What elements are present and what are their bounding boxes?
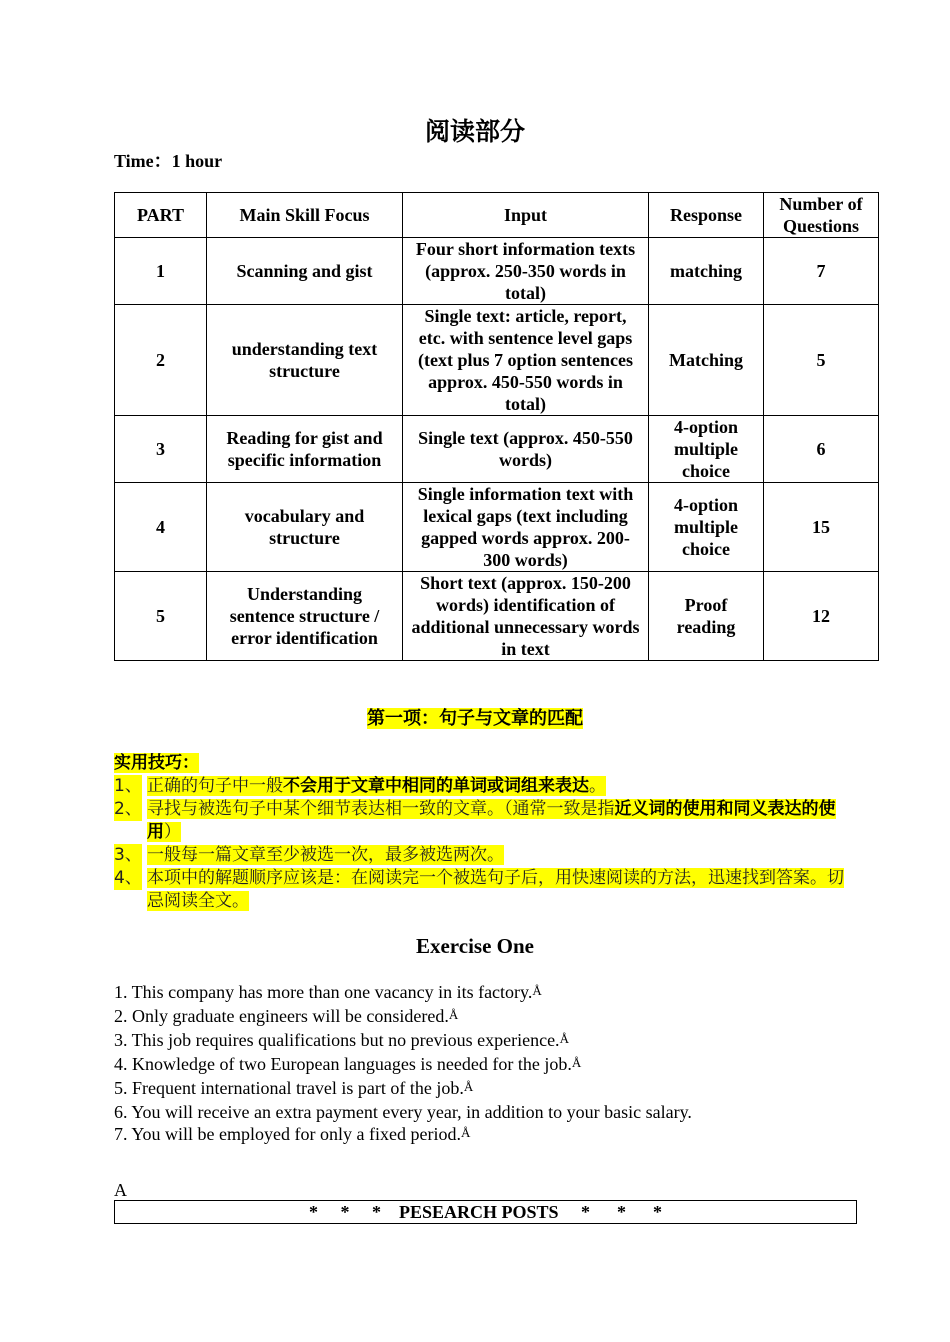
cell-input: Short text (approx. 150-200 words) identification of additional unnecessary words in text bbox=[403, 572, 649, 661]
statement-text: 2. Only graduate engineers will be considered. bbox=[114, 1006, 449, 1026]
header-input: Input bbox=[403, 193, 649, 238]
cell-part: 2 bbox=[115, 305, 207, 416]
answer-mark: Å bbox=[448, 1007, 459, 1022]
cell-response: Matching bbox=[649, 305, 764, 416]
text-a-heading: * * * PESEARCH POSTS * * * bbox=[114, 1200, 857, 1224]
section-heading-text: 第一项：句子与文章的匹配 bbox=[367, 708, 583, 729]
table-row bbox=[115, 483, 879, 572]
table-row bbox=[115, 572, 879, 661]
answer-mark: Å bbox=[460, 1125, 471, 1140]
cell-input: Single text (approx. 450-550 words) bbox=[403, 416, 649, 483]
statement-text: 7. You will be employed for only a fixed period. bbox=[114, 1124, 461, 1144]
statement-text: 5. Frequent international travel is part of the job. bbox=[114, 1078, 464, 1098]
header-count: Number of Questions bbox=[764, 193, 879, 238]
list-item bbox=[114, 981, 692, 1005]
cell-count: 12 bbox=[764, 572, 879, 661]
cell-count: 15 bbox=[764, 483, 879, 572]
answer-mark: Å bbox=[463, 1079, 474, 1094]
time-limit: Time：1 hour bbox=[114, 151, 223, 171]
list-item bbox=[114, 1053, 692, 1077]
answer-mark: Å bbox=[571, 1055, 582, 1070]
tips-title: 实用技巧： bbox=[114, 753, 199, 773]
page-title: 阅读部分 bbox=[424, 117, 525, 146]
statement-text: 6. You will receive an extra payment every year, in addition to your basic salary. bbox=[114, 1102, 692, 1122]
cell-part: 4 bbox=[115, 483, 207, 572]
cell-skill: Reading for gist and specific information bbox=[207, 416, 403, 483]
list-item bbox=[114, 1077, 692, 1101]
cell-response: 4-option multiple choice bbox=[649, 416, 764, 483]
cell-response: 4-option multiple choice bbox=[649, 483, 764, 572]
list-item bbox=[114, 1123, 692, 1147]
cell-input: Single text: article, report, etc. with sentence level gaps (text plus 7 option sentences approx. 450-550 words in total) bbox=[403, 305, 649, 416]
cell-skill: vocabulary and structure bbox=[207, 483, 403, 572]
tip-number: 1、 bbox=[114, 776, 142, 796]
tips-title-line bbox=[114, 752, 844, 775]
statement-text: 3. This job requires qualifications but no previous experience. bbox=[114, 1030, 560, 1050]
tips-list bbox=[114, 752, 844, 913]
section-heading bbox=[0, 706, 950, 732]
cell-count: 7 bbox=[764, 238, 879, 305]
cell-part: 3 bbox=[115, 416, 207, 483]
cell-response: matching bbox=[649, 238, 764, 305]
list-item bbox=[114, 1101, 692, 1123]
cell-skill: understanding text structure bbox=[207, 305, 403, 416]
list-item bbox=[114, 1005, 692, 1029]
table-header-row bbox=[115, 193, 879, 238]
skills-table bbox=[114, 192, 879, 661]
tip-number: 3、 bbox=[114, 845, 142, 865]
answer-mark: Å bbox=[532, 983, 542, 998]
statement-text: 1. This company has more than one vacancy in its factory. bbox=[114, 982, 533, 1002]
tip-item bbox=[114, 867, 844, 913]
tip-text: 寻找与被选句子中某个细节表达相一致的文章。（通常一致是指 bbox=[147, 799, 615, 819]
list-item bbox=[114, 1029, 692, 1053]
tip-bold-text: 近义词的使用和同义表达的使用 bbox=[147, 799, 836, 842]
header-skill: Main Skill Focus bbox=[207, 193, 403, 238]
exercise-title: Exercise One bbox=[415, 934, 534, 958]
statement-list bbox=[114, 981, 692, 1147]
text-a-label: A bbox=[114, 1180, 127, 1200]
cell-skill: Understanding sentence structure / error identification bbox=[207, 572, 403, 661]
tip-text: 正确的句子中一般 bbox=[147, 776, 283, 796]
tip-bold-text: 不会用于文章中相同的单词或词组来表达 bbox=[283, 776, 589, 796]
tip-number: 4、 bbox=[114, 868, 142, 888]
cell-part: 5 bbox=[115, 572, 207, 661]
tip-number: 2、 bbox=[114, 799, 142, 819]
tip-item bbox=[114, 775, 844, 798]
tip-text: 一般每一篇文章至少被选一次，最多被选两次。 bbox=[147, 845, 504, 865]
tip-text: 本项中的解题顺序应该是：在阅读完一个被选句子后，用快速阅读的方法，迅速找到答案。切忌阅读全文。 bbox=[147, 868, 844, 911]
header-response: Response bbox=[649, 193, 764, 238]
table-row bbox=[115, 416, 879, 483]
tip-text-end: ） bbox=[164, 822, 181, 842]
cell-input: Single information text with lexical gaps (text including gapped words approx. 200-300 words) bbox=[403, 483, 649, 572]
cell-part: 1 bbox=[115, 238, 207, 305]
tip-item bbox=[114, 798, 844, 844]
cell-response: Proof reading bbox=[649, 572, 764, 661]
tip-item bbox=[114, 844, 844, 867]
cell-input: Four short information texts (approx. 250-350 words in total) bbox=[403, 238, 649, 305]
statement-text: 4. Knowledge of two European languages is needed for the job. bbox=[114, 1054, 572, 1074]
tip-text-end: 。 bbox=[589, 776, 606, 796]
header-part: PART bbox=[115, 193, 207, 238]
table-row bbox=[115, 238, 879, 305]
table-row bbox=[115, 305, 879, 416]
cell-count: 5 bbox=[764, 305, 879, 416]
answer-mark: Å bbox=[559, 1031, 569, 1046]
cell-count: 6 bbox=[764, 416, 879, 483]
cell-skill: Scanning and gist bbox=[207, 238, 403, 305]
